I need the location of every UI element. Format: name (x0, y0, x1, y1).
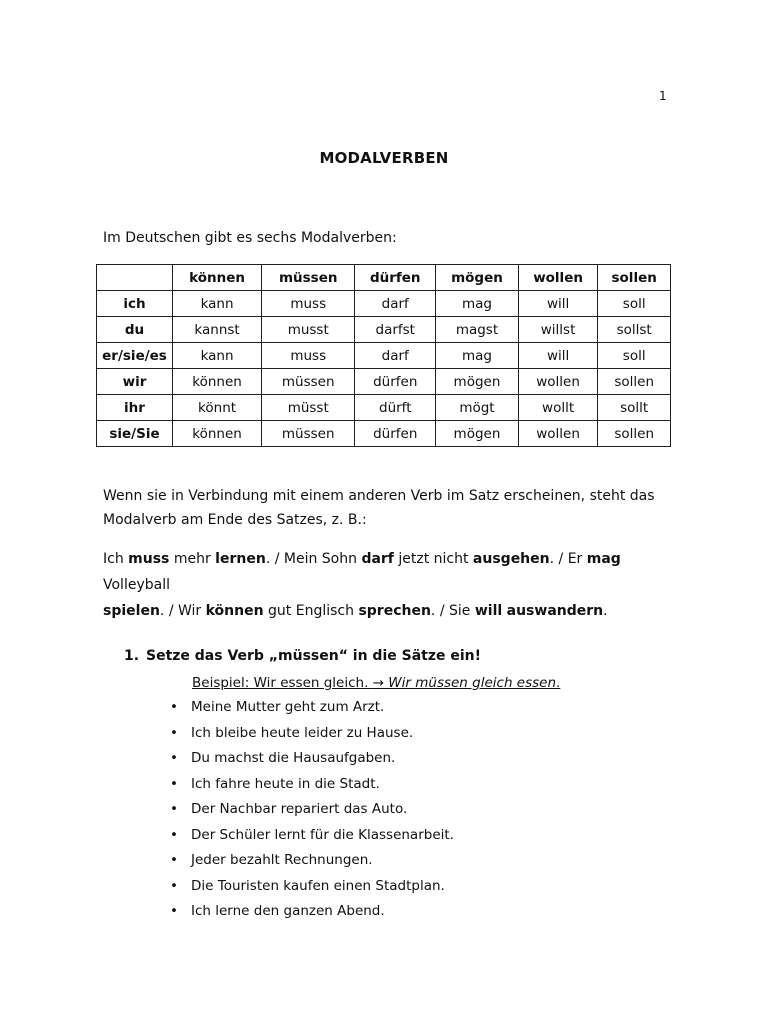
table-row (97, 421, 671, 447)
table-cell: mag (436, 343, 519, 369)
bullet-icon: • (170, 750, 178, 766)
intro-text: Im Deutschen gibt es sechs Modalverben: (103, 230, 397, 246)
explanation-line: Modalverb am Ende des Satzes, z. B.: (103, 512, 367, 528)
table-cell: müssen (262, 369, 355, 395)
text-fragment: . / Mein Sohn (265, 551, 362, 567)
table-cell: können (173, 421, 262, 447)
list-item-text: Jeder bezahlt Rechnungen. (191, 852, 373, 868)
pronoun-cell: sie/Sie (97, 421, 173, 447)
list-item (170, 772, 454, 798)
text-fragment: . / Sie (430, 603, 475, 619)
exercise-example (192, 675, 560, 691)
table-cell: müssen (262, 421, 355, 447)
bullet-icon: • (170, 903, 178, 919)
table-cell: mögen (436, 421, 519, 447)
modal-verb: können (205, 603, 264, 619)
table-cell: dürfen (355, 421, 436, 447)
table-header-cell (97, 265, 173, 291)
table-cell: soll (598, 291, 671, 317)
bullet-icon: • (170, 877, 178, 894)
table-cell: kann (173, 291, 262, 317)
arrow-right-icon: → (372, 675, 384, 691)
table-cell: darf (355, 343, 436, 369)
example-answer: Wir müssen gleich essen (384, 675, 557, 691)
table-cell: muss (262, 343, 355, 369)
text-fragment: . / Wir (159, 603, 206, 619)
table-cell: wollen (518, 369, 598, 395)
table-cell: könnt (173, 395, 262, 421)
text-fragment: gut Englisch (263, 603, 359, 619)
modal-verb: darf (361, 551, 394, 567)
table-row (97, 395, 671, 421)
table-header-cell: müssen (262, 265, 355, 291)
exercise-list (170, 695, 454, 925)
list-item (170, 797, 454, 823)
table-cell: kannst (173, 317, 262, 343)
bullet-icon: • (170, 724, 178, 741)
table-cell: wollen (518, 421, 598, 447)
pronoun-cell: ich (97, 291, 173, 317)
modal-verb: will (474, 603, 503, 619)
bullet-icon: • (170, 699, 178, 715)
table-cell: darfst (355, 317, 436, 343)
explanation-paragraph (103, 484, 666, 532)
text-fragment: Ich (103, 551, 129, 567)
table-cell: muss (262, 291, 355, 317)
table-cell: mag (436, 291, 519, 317)
list-item (170, 848, 454, 874)
modal-verb: mag (586, 551, 621, 567)
table-cell: will (518, 291, 598, 317)
modal-verb: muss (128, 551, 170, 567)
table-cell: willst (518, 317, 598, 343)
main-verb: ausgehen (472, 551, 550, 567)
table-header-cell: dürfen (355, 265, 436, 291)
table-cell: mögt (436, 395, 519, 421)
list-item (170, 899, 454, 925)
explanation-line: Wenn sie in Verbindung mit einem anderen Verb im Satz erscheinen, steht das (103, 488, 655, 504)
table-cell: dürft (355, 395, 436, 421)
list-item-text: Die Touristen kaufen einen Stadtplan. (191, 877, 445, 894)
table-cell: soll (598, 343, 671, 369)
table-cell: sollen (598, 369, 671, 395)
table-cell: sollt (598, 395, 671, 421)
table-row (97, 343, 671, 369)
table-cell: müsst (262, 395, 355, 421)
table-cell: sollen (598, 421, 671, 447)
main-verb: sprechen (358, 603, 431, 619)
exercise-number: 1. (124, 648, 140, 664)
pronoun-cell: ihr (97, 395, 173, 421)
example-sentences (103, 546, 666, 624)
list-item (170, 695, 454, 721)
text-fragment: Volleyball (103, 577, 170, 593)
exercise-heading-text: Setze das Verb „müssen“ in die Sätze ein! (146, 648, 482, 664)
text-fragment: mehr (169, 551, 216, 567)
text-fragment: . / Er (549, 551, 587, 567)
example-prefix: Beispiel: Wir essen gleich. (192, 675, 373, 691)
list-item-text: Ich fahre heute in die Stadt. (191, 775, 380, 792)
example-end: . (556, 675, 561, 691)
table-header-cell: sollen (598, 265, 671, 291)
table-cell: dürfen (355, 369, 436, 395)
main-verb: lernen (215, 551, 266, 567)
table-cell: magst (436, 317, 519, 343)
main-verb: spielen (103, 603, 160, 619)
bullet-icon: • (170, 826, 178, 843)
list-item-text: Ich bleibe heute leider zu Hause. (191, 724, 414, 741)
list-item (170, 721, 454, 747)
list-item-text: Der Nachbar repariert das Auto. (191, 801, 408, 817)
table-row (97, 317, 671, 343)
modal-verbs-table (96, 264, 671, 447)
bullet-icon: • (170, 801, 178, 817)
list-item-text: Meine Mutter geht zum Arzt. (191, 699, 385, 715)
main-verb: auswandern (506, 603, 604, 619)
list-item (170, 874, 454, 900)
bullet-icon: • (170, 775, 178, 792)
list-item (170, 746, 454, 772)
table-header-cell: mögen (436, 265, 519, 291)
table-cell: will (518, 343, 598, 369)
table-cell: kann (173, 343, 262, 369)
table-cell: mögen (436, 369, 519, 395)
table-header-row (97, 265, 671, 291)
pronoun-cell: wir (97, 369, 173, 395)
text-fragment: jetzt nicht (393, 551, 473, 567)
text-fragment: . (603, 603, 608, 619)
page-title: MODALVERBEN (319, 149, 449, 167)
list-item-text: Der Schüler lernt für die Klassenarbeit. (191, 826, 454, 843)
list-item-text: Du machst die Hausaufgaben. (191, 750, 396, 766)
page-number: 1 (659, 89, 667, 103)
list-item (170, 823, 454, 849)
list-item-text: Ich lerne den ganzen Abend. (191, 903, 385, 919)
bullet-icon: • (170, 852, 178, 868)
table-cell: wollt (518, 395, 598, 421)
table-header-cell: wollen (518, 265, 598, 291)
table-cell: darf (355, 291, 436, 317)
table-cell: sollst (598, 317, 671, 343)
table-header-cell: können (173, 265, 262, 291)
table-row (97, 291, 671, 317)
table-row (97, 369, 671, 395)
table-cell: können (173, 369, 262, 395)
table-cell: musst (262, 317, 355, 343)
pronoun-cell: du (97, 317, 173, 343)
pronoun-cell: er/sie/es (97, 343, 173, 369)
exercise-heading (124, 648, 481, 664)
